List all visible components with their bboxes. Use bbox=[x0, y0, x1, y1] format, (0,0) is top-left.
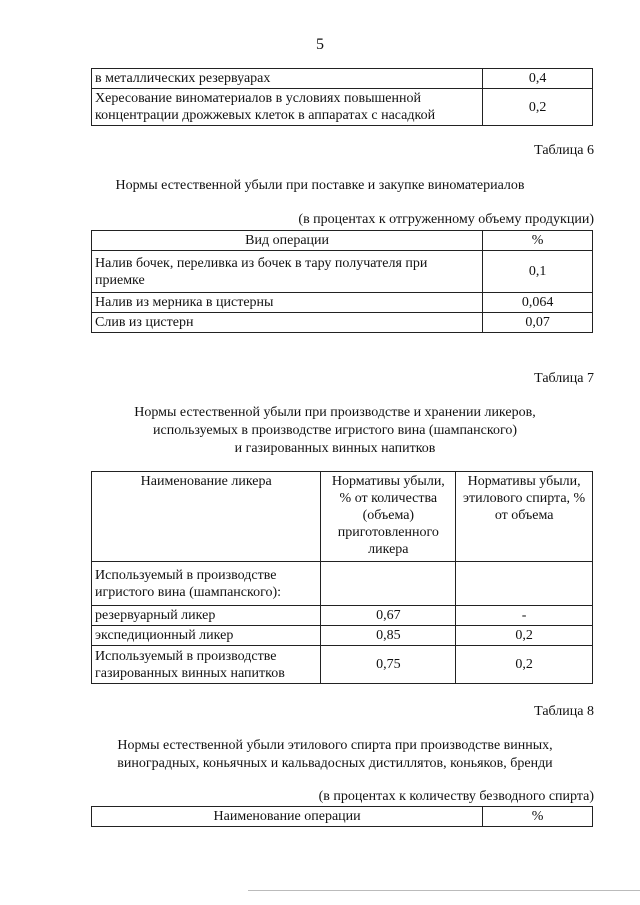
table-row bbox=[92, 89, 593, 126]
column-header: Наименование ликера bbox=[92, 472, 321, 562]
operation-name: в металлических резервуарах bbox=[92, 69, 483, 89]
table-row bbox=[92, 606, 593, 626]
liqueur-name: экспедиционный ликер bbox=[92, 626, 321, 646]
table-row bbox=[92, 293, 593, 313]
table7 bbox=[91, 471, 593, 684]
operation-name: Хересование виноматериалов в условиях повышенной концентрации дрожжевых клеток в аппаратах с насадкой bbox=[92, 89, 483, 126]
loss-value bbox=[321, 562, 456, 606]
liqueur-name: Используемый в производстве газированных винных напитков bbox=[92, 646, 321, 684]
table-header-row bbox=[92, 807, 593, 827]
liqueur-name: резервуарный ликер bbox=[92, 606, 321, 626]
loss-value: 0,85 bbox=[321, 626, 456, 646]
column-header: Наименование операции bbox=[92, 807, 483, 827]
table7-label: Таблица 7 bbox=[534, 371, 594, 386]
table-header-row bbox=[92, 472, 593, 562]
column-header: % bbox=[483, 807, 593, 827]
top-table bbox=[91, 68, 593, 126]
loss-value: 0,2 bbox=[483, 89, 593, 126]
operation-name: Налив бочек, переливка из бочек в тару получателя при приемке bbox=[92, 251, 483, 293]
spirit-loss-value: 0,2 bbox=[456, 626, 593, 646]
table-row bbox=[92, 69, 593, 89]
table-row bbox=[92, 626, 593, 646]
table7-title-line3: и газированных винных напитков bbox=[234, 441, 436, 456]
loss-value: 0,064 bbox=[483, 293, 593, 313]
table6-title: Нормы естественной убыли при поставке и закупке виноматериалов bbox=[115, 178, 525, 193]
page-bottom-divider bbox=[248, 890, 640, 891]
table8-units: (в процентах к количеству безводного спирта) bbox=[318, 789, 594, 804]
loss-value: 0,67 bbox=[321, 606, 456, 626]
column-header: Нормативы убыли, % от количества (объема) приготовленного ликера bbox=[321, 472, 456, 562]
table8 bbox=[91, 806, 593, 827]
column-header: % bbox=[483, 231, 593, 251]
loss-value: 0,07 bbox=[483, 313, 593, 333]
table-row bbox=[92, 562, 593, 606]
table8-title-line1: Нормы естественной убыли этилового спирта при производстве винных, bbox=[117, 738, 553, 753]
spirit-loss-value: - bbox=[456, 606, 593, 626]
page-number: 5 bbox=[316, 36, 324, 53]
loss-value: 0,75 bbox=[321, 646, 456, 684]
spirit-loss-value: 0,2 bbox=[456, 646, 593, 684]
table-row bbox=[92, 646, 593, 684]
liqueur-name: Используемый в производстве игристого вина (шампанского): bbox=[92, 562, 321, 606]
loss-value: 0,1 bbox=[483, 251, 593, 293]
column-header: Вид операции bbox=[92, 231, 483, 251]
table8-title-line2: виноградных, коньячных и кальвадосных дистиллятов, коньяков, бренди bbox=[117, 756, 553, 771]
table6-label: Таблица 6 bbox=[534, 143, 594, 158]
table7-title-line1: Нормы естественной убыли при производстве и хранении ликеров, bbox=[134, 405, 536, 420]
loss-value: 0,4 bbox=[483, 69, 593, 89]
table6-units: (в процентах к отгруженному объему продукции) bbox=[298, 212, 594, 227]
table8-label: Таблица 8 bbox=[534, 704, 594, 719]
table7-title-line2: используемых в производстве игристого вина (шампанского) bbox=[153, 423, 517, 438]
table-row bbox=[92, 251, 593, 293]
table-header-row bbox=[92, 231, 593, 251]
operation-name: Налив из мерника в цистерны bbox=[92, 293, 483, 313]
column-header: Нормативы убыли, этилового спирта, % от объема bbox=[456, 472, 593, 562]
spirit-loss-value bbox=[456, 562, 593, 606]
table-row bbox=[92, 313, 593, 333]
table6 bbox=[91, 230, 593, 333]
operation-name: Слив из цистерн bbox=[92, 313, 483, 333]
